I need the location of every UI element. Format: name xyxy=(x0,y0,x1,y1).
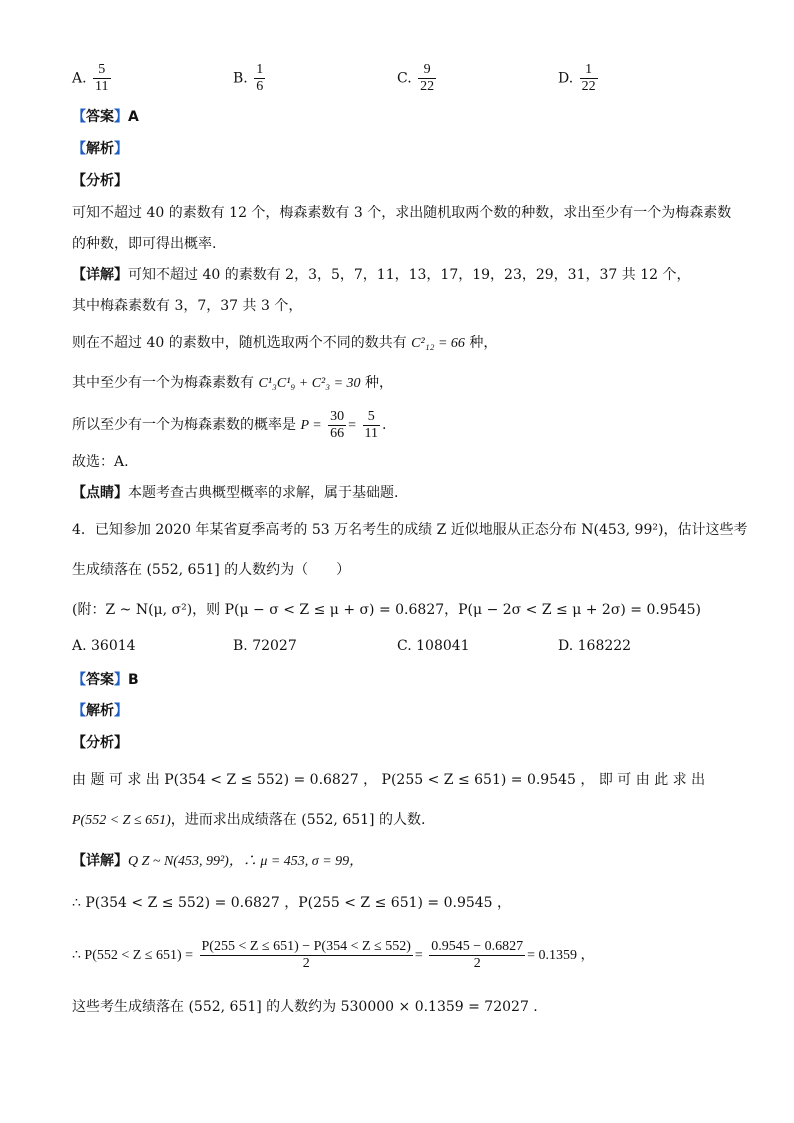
q4-option-a xyxy=(72,638,136,654)
q3-fenxi-line-2: 的种数，即可得出概率. xyxy=(72,236,217,252)
q4-stem-line-1: 4．已知参加 2020 年某省夏季高考的 53 万名考生的成绩 Z 近似地服从正态分布 N(453, 99²)，估计这些考 xyxy=(72,522,748,538)
option-letter: D. xyxy=(558,70,574,87)
fraction xyxy=(200,939,413,972)
q4-detail-line-1: 【详解】Q Z ~ N(453, 99²)，∴ μ = 453, σ = 99， xyxy=(72,853,364,869)
option-letter: A. xyxy=(72,638,87,654)
denominator: 6 xyxy=(256,79,264,94)
q3-option-c xyxy=(397,62,438,95)
detail-tag: 详解 xyxy=(86,267,114,283)
q3-detail-line-3 xyxy=(72,333,497,354)
answer-tag: 答案 xyxy=(86,109,114,125)
denominator: 11 xyxy=(95,79,109,94)
fraction xyxy=(580,62,598,95)
q3-analysis-heading: 【解析】 xyxy=(72,141,128,157)
numerator: 5 xyxy=(93,62,110,79)
q3-option-b xyxy=(233,62,267,95)
option-value: 168222 xyxy=(577,638,632,654)
numerator: 1 xyxy=(256,62,264,77)
dianjing-tag: 点睛 xyxy=(86,485,114,501)
q4-option-c xyxy=(397,638,470,654)
q3-fenxi-line-1: 可知不超过 40 的素数有 12 个，梅森素数有 3 个，求出随机取两个数的种数，求出至少有一个为梅森素数 xyxy=(72,205,732,221)
q4-option-d xyxy=(558,638,631,654)
q4-fenxi-heading: 【分析】 xyxy=(72,735,128,751)
q3-option-a xyxy=(72,62,113,95)
option-letter: C. xyxy=(397,70,412,87)
answer-value: B xyxy=(128,672,139,688)
probability-expression: P(552 < Z ≤ 651) xyxy=(72,813,171,828)
detail-text: 则在不超过 40 的素数中，随机选取两个不同的数共有 xyxy=(72,335,412,351)
detail-text: 所以至少有一个为梅森素数的概率是 xyxy=(72,417,301,433)
numerator: 0.9545 − 0.6827 xyxy=(431,938,524,954)
q4-stem-line-2: 生成绩落在 (552, 651] 的人数约为（ ） xyxy=(72,562,351,578)
answer-value: A xyxy=(128,109,139,125)
probability-symbol: P = xyxy=(300,418,322,433)
q3-option-d xyxy=(558,62,600,95)
option-letter: B. xyxy=(233,70,248,87)
numerator: 30 xyxy=(330,408,345,424)
answer-tag: 答案 xyxy=(86,672,114,688)
option-letter: C. xyxy=(397,638,412,654)
combination-formula: C¹₃C¹₉ + C²₃ = 30 xyxy=(258,376,361,391)
numerator: P(255 < Z ≤ 651) − P(354 < Z ≤ 552) xyxy=(201,938,411,954)
q3-choose: 故选：A. xyxy=(72,454,129,470)
denominator: 66 xyxy=(330,425,345,441)
q4-answer: 【答案】B xyxy=(72,672,139,688)
q4-detail-line-4: 这些考生成绩落在 (552, 651] 的人数约为 530000 × 0.1359 = 72027 . xyxy=(72,999,538,1015)
q3-dianjing: 【点睛】本题考查古典概型概率的求解，属于基础题. xyxy=(72,485,399,501)
numerator: 9 xyxy=(418,62,436,79)
option-value: 72027 xyxy=(252,638,297,654)
combination-formula: C²₁₂ = 66 xyxy=(411,336,465,351)
q3-detail-line-4 xyxy=(72,373,393,394)
fraction xyxy=(93,62,110,95)
equals-sign: = xyxy=(348,418,357,433)
equals-sign: = xyxy=(414,948,423,963)
option-letter: A. xyxy=(72,70,87,87)
detail-text: 可知不超过 40 的素数有 2，3，5，7，11，13，17，19，23，29，31，37 共 12 个， xyxy=(128,267,691,283)
fraction xyxy=(363,409,380,442)
q3-detail-line-5 xyxy=(72,406,386,445)
detail-tag: 详解 xyxy=(86,853,114,869)
denominator: 22 xyxy=(420,79,435,94)
q3-answer: 【答案】A xyxy=(72,109,139,125)
detail-text: 其中至少有一个为梅森素数有 xyxy=(72,375,259,391)
option-value: 36014 xyxy=(91,638,136,654)
q4-option-b xyxy=(233,638,297,654)
numerator: 1 xyxy=(580,62,598,79)
option-letter: B. xyxy=(233,638,248,654)
denominator: 22 xyxy=(581,79,596,94)
fenxi-text: ，进而求出成绩落在 (552, 651] 的人数. xyxy=(170,812,426,828)
fenxi-tag: 分析 xyxy=(86,173,114,189)
fraction xyxy=(429,939,525,972)
denominator: 2 xyxy=(302,955,310,971)
q4-analysis-heading: 【解析】 xyxy=(72,703,128,719)
q3-fenxi-heading: 【分析】 xyxy=(72,173,128,189)
detail-text: 种， xyxy=(360,375,394,391)
fraction xyxy=(418,62,436,95)
q4-fenxi-line-2 xyxy=(72,810,425,831)
q4-detail-line-2: ∴ P(354 < Z ≤ 552) = 0.6827 ，P(255 < Z ≤ 651) = 0.9545 ， xyxy=(72,895,512,911)
denominator: 2 xyxy=(473,955,481,971)
detail-text: 种， xyxy=(464,335,498,351)
detail-math: ∴ P(552 < Z ≤ 651) = xyxy=(72,948,194,963)
q3-detail-line-1: 【详解】可知不超过 40 的素数有 2，3，5，7，11，13，17，19，23，29，31，37 共 12 个， xyxy=(72,267,691,283)
detail-text: . xyxy=(382,417,387,433)
q4-fenxi-line-1: 由 题 可 求 出 P(354 < Z ≤ 552) = 0.6827 ， P(255 < Z ≤ 651) = 0.9545 ， 即 可 由 此 求 出 xyxy=(72,772,706,788)
detail-math: = 0.1359 ， xyxy=(527,948,595,963)
analysis-tag: 解析 xyxy=(86,703,114,719)
fraction xyxy=(328,409,346,442)
fenxi-tag: 分析 xyxy=(86,735,114,751)
dianjing-text: 本题考查古典概型概率的求解，属于基础题. xyxy=(128,485,399,501)
q4-detail-line-3 xyxy=(72,935,595,976)
detail-math: Q Z ~ N(453, 99²)，∴ μ = 453, σ = 99， xyxy=(128,854,364,869)
analysis-tag: 解析 xyxy=(86,141,114,157)
fraction xyxy=(254,62,265,95)
option-value: 108041 xyxy=(416,638,470,654)
q4-hint: (附：Z ~ N(μ, σ²)，则 P(μ − σ < Z ≤ μ + σ) = 0.6827，P(μ − 2σ < Z ≤ μ + 2σ) = 0.9545) xyxy=(72,602,701,618)
denominator: 11 xyxy=(364,425,378,441)
q3-detail-line-2: 其中梅森素数有 3，7，37 共 3 个， xyxy=(72,298,303,314)
option-letter: D. xyxy=(558,638,574,654)
numerator: 5 xyxy=(363,409,380,426)
